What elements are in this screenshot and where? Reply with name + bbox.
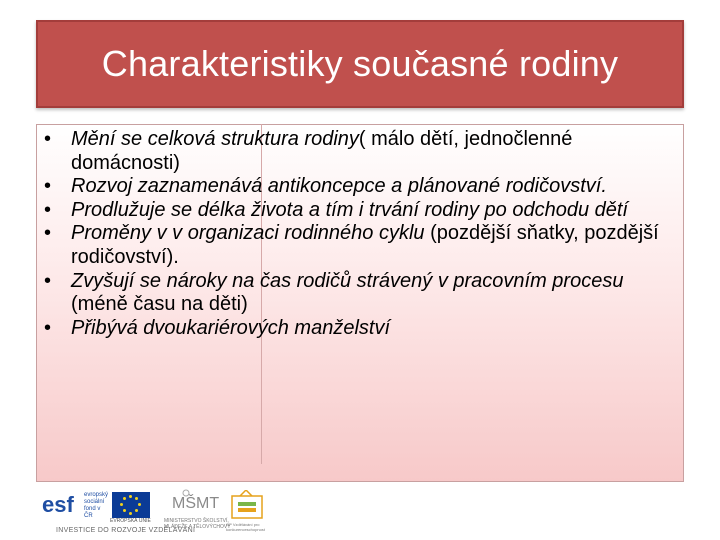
bullet-italic-text: Přibývá dvoukariérových manželství [71,316,391,339]
list-item [44,199,674,223]
bullet-list [44,128,674,340]
title-banner [36,20,684,108]
eu-caption: EVROPSKÁ UNIE [110,518,151,524]
bullet-normal-text: ( málo dětí, jednočlenné domácnosti) [71,128,573,174]
bullet-icon: • [44,128,52,150]
list-item [44,175,674,199]
bullet-icon: • [44,269,52,292]
bullet-icon: • [44,175,52,198]
bullet-icon: • [44,198,52,221]
bullet-icon: • [44,222,52,245]
bullet-normal-text: (méně času na děti) [71,293,248,316]
bullet-italic-text: Mění se celková struktura rodiny [71,128,359,150]
eu-flag-icon [112,492,150,518]
bullet-italic-text: Zvyšují se nároky na čas rodičů strávený v pracovním procesu [71,269,624,292]
bullet-italic-text: Proměny v v organizaci rodinného cyklu [71,222,425,245]
msmt-caption: MINISTERSTVO ŠKOLSTVÍ, MLÁDEŽE A TĚLOVÝCHOVY [164,518,231,530]
bullet-normal-text: (pozdější sňatky, pozdější rodičovství). [71,222,659,268]
op-logo-icon [230,490,270,520]
op-caption: OP Vzdělávání pro konkurenceschopnost [226,522,265,532]
slide-title: Charakteristiky současné rodiny [101,43,619,84]
footer-text: INVESTICE DO ROZVOJE VZDĚLÁVÁNÍ [56,527,196,534]
esf-logo: esf [42,492,74,517]
list-item [44,270,674,317]
bullet-italic-text: Prodlužuje se délka života a tím i trvání rodiny po odchodu dětí [71,198,628,221]
list-item [44,128,674,175]
msmt-mark: MŠMT [172,495,220,512]
bullet-icon: • [44,316,52,339]
list-item [44,222,674,269]
bullet-italic-text: Rozvoj zaznamenává antikoncepce a plánované rodičovství. [71,175,607,198]
list-item [44,317,674,341]
esf-caption: evropský sociální fond v ČR [84,492,109,519]
